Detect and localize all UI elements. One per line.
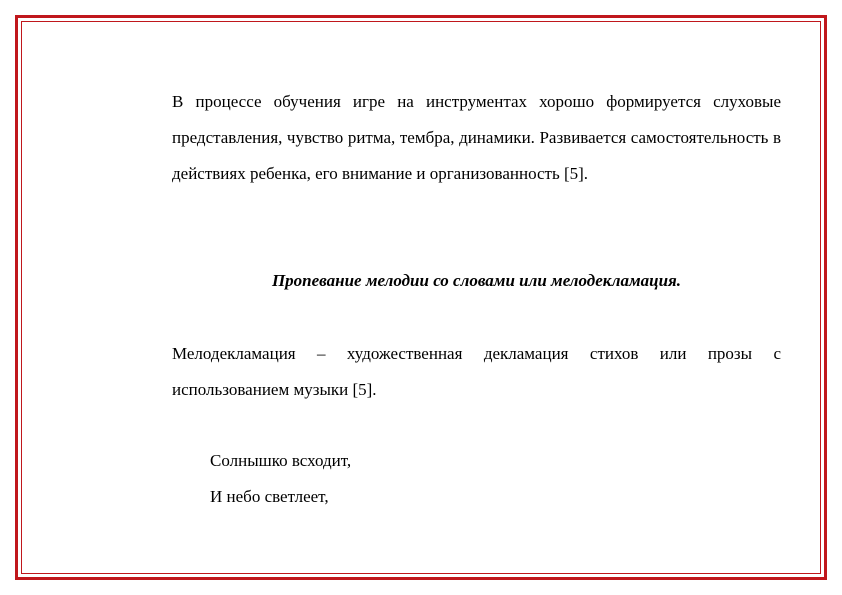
- poem-line: Солнышко всходит,: [210, 451, 352, 470]
- poem-line: И небо светлеет,: [210, 487, 329, 506]
- paragraph-learning-instruments: В процессе обучения игре на инструментах хорошо формируется слуховые представления, чувство ритма, тембра, динамики. Развивается самостоятельность в действиях ребенка, его внимание и организованность [5].: [172, 92, 781, 183]
- section-heading: Пропевание мелодии со словами или мелодекламация.: [271, 271, 682, 290]
- paragraph-melodeclamation-definition: Мелодекламация – художественная декламация стихов или прозы с использованием музыки [5].: [172, 344, 781, 399]
- poem-excerpt: [210, 443, 710, 515]
